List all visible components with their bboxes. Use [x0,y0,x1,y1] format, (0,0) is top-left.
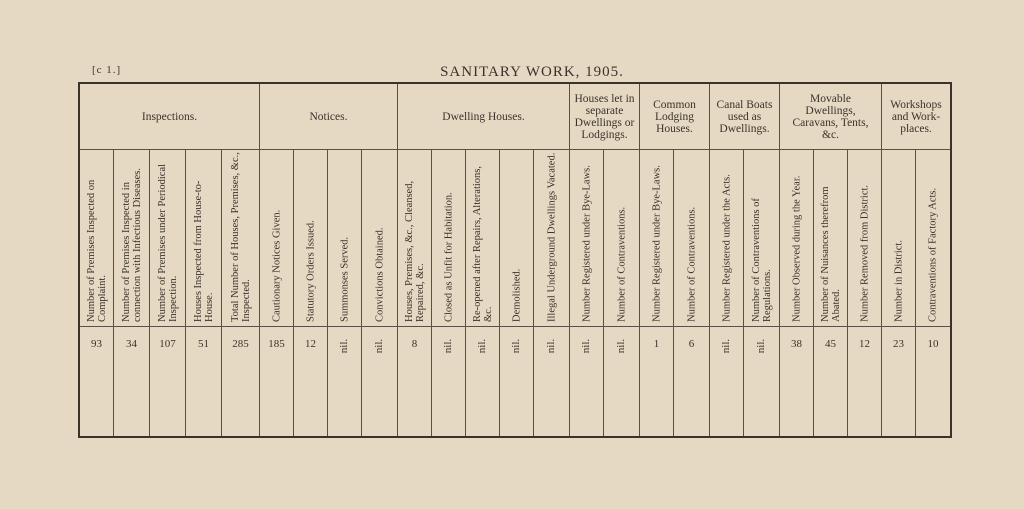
cell-value: 1 [653,338,660,350]
cell-value: nil. [755,338,768,354]
group-notices: Notices. [260,84,398,150]
col-reopened: Re-opened after Repairs, Alterations, &c. nil. [466,150,500,436]
cell-value: 51 [198,338,209,350]
group-houses-let: Houses let in separate Dwellings or Lodgings. [570,84,640,150]
cell-value: 185 [268,338,285,350]
col-closed-unfit: Closed as Unfit for Habitation. nil. [432,150,466,436]
cell-value: 45 [825,338,836,350]
page-title: SANITARY WORK, 1905. [440,64,624,80]
cell-value: nil. [510,338,523,354]
group-canal-boats: Canal Boats used as Dwellings. [710,84,780,150]
cell-value: nil. [338,338,351,354]
cell-value: 12 [859,338,870,350]
sanitary-work-table [78,82,952,438]
col-premises-infectious: Number of Premises Inspected in connection with Infectious Diseases. 34 [114,150,150,436]
cell-value: 38 [791,338,802,350]
cell-value: 12 [305,338,316,350]
cell-value: nil. [615,338,628,354]
group-workshops: Workshops and Work-places. [882,84,950,150]
cell-value: 34 [126,338,137,350]
col-house-to-house: Houses Inspected from House-to-House. 51 [186,150,222,436]
cell-value: 285 [232,338,249,350]
group-common-lodging: Common Lodging Houses. [640,84,710,150]
cell-value: nil. [442,338,455,354]
cell-value: nil. [580,338,593,354]
cell-value: 93 [91,338,102,350]
col-common-contraventions: Number of Contraventions. 6 [674,150,710,436]
col-lodgings-contraventions: Number of Contraventions. nil. [604,150,640,436]
group-dwelling-houses: Dwelling Houses. [398,84,570,150]
col-canal-registered: Number Registered under the Acts. nil. [710,150,744,436]
col-total-inspected: Total Number of Houses, Premises, &c., Inspected. 285 [222,150,260,436]
col-factory-contraventions: Contraventions of Factory Acts. 10 [916,150,950,436]
col-convictions: Convictions Obtained. nil. [362,150,398,436]
col-demolished: Demolished. nil. [500,150,534,436]
col-statutory-orders: Statutory Orders Issued. 12 [294,150,328,436]
col-summonses: Summonses Served. nil. [328,150,362,436]
cell-value: 107 [159,338,176,350]
group-movable-dwellings: Movable Dwellings, Caravans, Tents, &c. [780,84,882,150]
col-premises-periodical: Number of Premises under Periodical Inspection. 107 [150,150,186,436]
page-reference: [c 1.] [92,64,122,76]
col-canal-contraventions: Number of Contraventions of Regulations. nil. [744,150,780,436]
cell-value: nil. [373,338,386,354]
col-lodgings-registered: Number Registered under Bye-Laws. nil. [570,150,604,436]
cell-value: nil. [545,338,558,354]
cell-value: nil. [720,338,733,354]
col-cleansed-repaired: Houses, Premises, &c., Cleansed, Repaired, &c. 8 [398,150,432,436]
cell-value: 6 [688,338,695,350]
cell-value: 8 [411,338,418,350]
cell-value: 23 [893,338,904,350]
cell-value: nil. [476,338,489,354]
col-common-registered: Number Registered under Bye-Laws. 1 [640,150,674,436]
cell-value: 10 [927,338,939,350]
col-cautionary-notices: Cautionary Notices Given. 185 [260,150,294,436]
col-movable-removed: Number Removed from District. 12 [848,150,882,436]
col-movable-observed: Number Observed during the Year. 38 [780,150,814,436]
col-workshops-in-district: Number in District. 23 [882,150,916,436]
col-movable-abated: Number of Nuisances therefrom Abated. 45 [814,150,848,436]
group-inspections: Inspections. [80,84,260,150]
col-premises-complaint: Number of Premises Inspected on Complaint. 93 [80,150,114,436]
col-underground-vacated: Illegal Underground Dwellings Vacated. nil. [534,150,570,436]
